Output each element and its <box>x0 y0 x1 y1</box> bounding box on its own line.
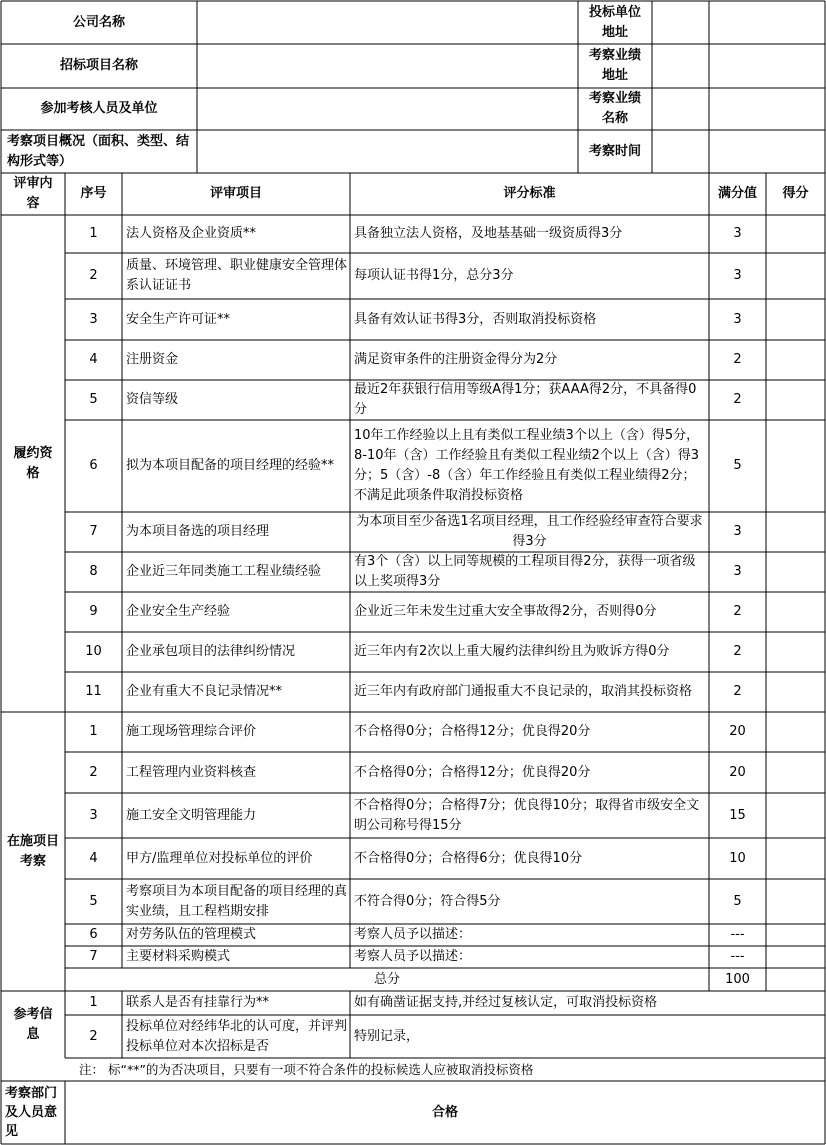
row-item: 注册资金 <box>126 352 179 367</box>
row-criteria: 近三年内有政府部门通报重大不良记录的，取消其投标资格 <box>354 684 693 699</box>
row-no: 8 <box>89 564 98 579</box>
row-score-field[interactable] <box>766 592 825 632</box>
bidder-address-field[interactable] <box>652 1 709 44</box>
row-item: 法人资格及企业资质** <box>126 226 257 241</box>
company-name-label: 公司名称 <box>72 14 125 30</box>
row-score-field[interactable] <box>766 215 825 253</box>
row-score-field[interactable] <box>766 512 825 552</box>
row-score-field[interactable] <box>766 672 825 712</box>
row-no: 1 <box>89 226 98 241</box>
section-title-qualification: 履约资格 <box>13 445 53 481</box>
inspected-project-address-field[interactable] <box>652 44 709 88</box>
row-item: 投标单位对经纬华北的认可度，并评判投标单位对本次招标是否 <box>126 1018 348 1054</box>
participants-label: 参加考核人员及单位 <box>40 101 158 116</box>
row-criteria: 每项认证书得1分，总分3分 <box>354 268 514 283</box>
section-title-site-inspection: 在施项目考察 <box>7 833 60 869</box>
row-score-field[interactable] <box>766 253 825 299</box>
row-criteria: 10年工作经验以上且有类似工程业绩3个以上（含）得5分，8-10年（含）工作经验且有类似工程业绩2个以上（含）得3分；5（含）-8（含）年工作经验且有类似工程业绩得2分；不满足此项条件取消投标资格 <box>354 428 700 503</box>
inspected-project-name-label: 考察业绩名称 <box>588 91 641 126</box>
column-header-item: 评审项目 <box>209 186 262 201</box>
row-no: 1 <box>89 995 98 1010</box>
row-max: 15 <box>729 807 746 823</box>
opinion-value[interactable]: 合格 <box>431 1104 458 1120</box>
row-item: 工程管理内业资料核查 <box>126 764 257 780</box>
row-no: 5 <box>89 392 98 407</box>
column-header-category: 评审内容 <box>13 176 53 211</box>
row-score-field[interactable] <box>766 946 825 968</box>
row-max: 3 <box>733 311 742 327</box>
row-no: 6 <box>89 927 98 942</box>
row-no: 9 <box>89 604 98 619</box>
row-no: 4 <box>89 352 98 367</box>
row-item: 安全生产许可证** <box>126 311 231 327</box>
inspected-project-address-extra-field[interactable] <box>709 44 825 88</box>
participants-field[interactable] <box>197 88 578 130</box>
bidder-address-label: 投标单位地址 <box>588 4 641 40</box>
row-score-field[interactable] <box>766 838 825 879</box>
section-title-reference-info: 参考信息 <box>13 1006 53 1042</box>
inspection-time-extra-field[interactable] <box>709 130 825 173</box>
row-max: 10 <box>729 850 746 866</box>
row-max: 20 <box>729 724 746 739</box>
row-criteria: 不合格得0分；合格得12分；优良得20分 <box>354 764 591 780</box>
row-item: 施工安全文明管理能力 <box>126 807 257 823</box>
total-label: 总分 <box>373 971 400 987</box>
row-no: 2 <box>89 1028 98 1044</box>
row-no: 1 <box>89 724 98 739</box>
inspected-project-name-field[interactable] <box>652 88 709 130</box>
column-header-max: 满分值 <box>717 186 757 201</box>
row-item: 拟为本项目配备的项目经理的经验** <box>126 458 335 473</box>
row-max: 3 <box>733 226 742 241</box>
row-max: 2 <box>733 684 742 699</box>
row-no: 6 <box>89 458 98 473</box>
row-item: 对劳务队伍的管理模式 <box>126 927 257 942</box>
row-max: 2 <box>733 644 742 659</box>
row-item: 甲方/监理单位对投标单位的评价 <box>126 850 313 866</box>
company-name-field[interactable] <box>197 1 578 44</box>
row-no: 11 <box>85 684 102 699</box>
row-max: --- <box>730 949 745 964</box>
row-criteria: 考察人员予以描述： <box>354 927 472 942</box>
row-criteria: 近三年内有2次以上重大履约法律纠纷且为败诉方得0分 <box>354 644 670 659</box>
row-no: 5 <box>89 893 98 909</box>
row-criteria: 满足资审条件的注册资金得分为2分 <box>354 352 558 367</box>
total-value: 100 <box>725 971 750 987</box>
row-score-field[interactable] <box>766 340 825 380</box>
bidder-address-extra-field[interactable] <box>709 1 825 44</box>
column-header-criteria: 评分标准 <box>503 186 556 201</box>
row-no: 3 <box>89 311 98 327</box>
total-score-field[interactable] <box>766 968 825 991</box>
row-criteria: 最近2年获银行信用等级A得1分；获AAA得2分，不具备得0分 <box>354 382 697 417</box>
row-criteria: 不合格得0分；合格得7分；优良得10分；取得省市级安全文明公司称号得15分 <box>354 797 700 833</box>
inspection-time-field[interactable] <box>652 130 709 173</box>
row-no: 4 <box>89 850 98 866</box>
row-item: 企业近三年同类施工工程业绩经验 <box>126 564 322 579</box>
row-criteria: 特别记录， <box>354 1028 420 1044</box>
row-item: 为本项目备选的项目经理 <box>126 524 270 539</box>
column-header-no: 序号 <box>80 186 107 201</box>
row-max: --- <box>730 927 745 942</box>
row-criteria: 考察人员予以描述： <box>354 949 472 964</box>
row-no: 10 <box>85 644 102 659</box>
row-no: 2 <box>89 764 98 780</box>
row-max: 5 <box>733 893 742 909</box>
row-max: 3 <box>733 524 742 539</box>
row-criteria: 具备独立法人资格，及地基基础一级资质得3分 <box>354 226 623 241</box>
row-score-field[interactable] <box>766 879 825 924</box>
row-criteria: 不合格得0分；合格得6分；优良得10分 <box>354 850 583 866</box>
row-item: 施工现场管理综合评价 <box>126 724 257 739</box>
row-criteria: 如有确凿证据支持,并经过复核认定，可取消投标资格 <box>354 995 658 1010</box>
row-max: 2 <box>733 604 742 619</box>
row-max: 5 <box>733 458 742 473</box>
row-score-field[interactable] <box>766 712 825 752</box>
row-score-field[interactable] <box>766 420 825 512</box>
row-no: 3 <box>89 807 98 823</box>
row-score-field[interactable] <box>766 299 825 340</box>
row-criteria: 为本项目至少备选1名项目经理，且工作经验经审查符合要求得3分 <box>356 514 703 549</box>
inspected-project-name-extra-field[interactable] <box>709 88 825 130</box>
row-criteria: 有3个（含）以上同等规模的工程项目得2分，获得一项省级以上奖项得3分 <box>354 554 696 589</box>
row-max: 2 <box>733 352 742 367</box>
project-name-label: 招标项目名称 <box>59 58 138 73</box>
row-criteria: 企业近三年未发生过重大安全事故得2分，否则得0分 <box>354 604 657 619</box>
project-name-field[interactable] <box>197 44 578 88</box>
row-score-field[interactable] <box>766 552 825 592</box>
row-item: 主要材料采购模式 <box>126 949 231 964</box>
row-criteria: 不合格得0分；合格得12分；优良得20分 <box>354 724 591 739</box>
opinion-label: 考察部门及人员意见 <box>5 1086 58 1139</box>
row-max: 20 <box>729 764 746 780</box>
row-criteria: 具备有效认证书得3分，否则取消投标资格 <box>354 311 597 327</box>
row-score-field[interactable] <box>766 924 825 946</box>
row-no: 7 <box>89 524 98 539</box>
row-score-field[interactable] <box>766 752 825 793</box>
inspected-project-address-label: 考察业绩地址 <box>588 48 641 83</box>
project-overview-label: 考察项目概况（面积、类型、结构形式等） <box>7 133 190 169</box>
row-score-field[interactable] <box>766 793 825 838</box>
row-item: 企业安全生产经验 <box>126 604 231 619</box>
row-criteria: 不符合得0分；符合得5分 <box>354 893 501 909</box>
row-item: 企业有重大不良记录情况** <box>126 684 283 699</box>
footnote: 注： 标“**”的为否决项目，只要有一项不符合条件的投标候选人应被取消投标资格 <box>79 1061 534 1077</box>
row-item: 考察项目为本项目配备的项目经理的真实业绩，且工程档期安排 <box>126 883 348 919</box>
row-no: 2 <box>89 268 98 283</box>
inspection-time-label: 考察时间 <box>588 143 641 159</box>
row-item: 联系人是否有挂靠行为** <box>126 995 270 1010</box>
row-max: 3 <box>733 268 742 283</box>
row-item: 资信等级 <box>126 392 179 407</box>
row-item: 质量、环境管理、职业健康安全管理体系认证证书 <box>126 258 348 293</box>
row-max: 3 <box>733 564 742 579</box>
row-item: 企业承包项目的法律纠纷情况 <box>126 644 296 659</box>
row-max: 2 <box>733 392 742 407</box>
row-no: 7 <box>89 949 98 964</box>
row-score-field[interactable] <box>766 380 825 420</box>
row-score-field[interactable] <box>766 632 825 672</box>
project-overview-field[interactable] <box>197 130 578 173</box>
column-header-score: 得分 <box>782 186 809 201</box>
